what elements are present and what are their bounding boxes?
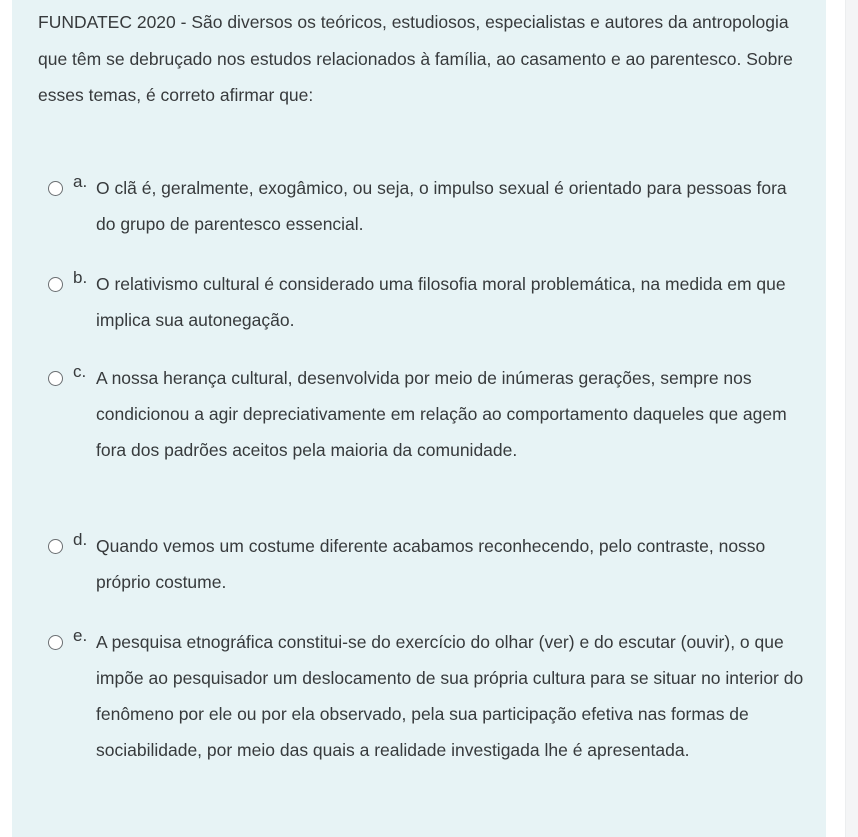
radio-button-icon[interactable] bbox=[48, 635, 63, 650]
radio-button-icon[interactable] bbox=[48, 277, 63, 292]
option-text[interactable]: A pesquisa etnográfica constitui-se do exercício do olhar (ver) e do escutar (ouvir), o que impõe ao pesquisador um deslocamento de sua própria cultura para se situar no interior do fenômeno por ele ou por ela observado, pela sua participação efetiva nas formas de sociabilidade, por meio das quais a realidade investigada lhe é apresentada. bbox=[96, 632, 804, 760]
option-letter: b. bbox=[73, 268, 88, 287]
radio-button-icon[interactable] bbox=[48, 371, 63, 386]
option-text[interactable]: Quando vemos um costume diferente acabamos reconhecendo, pelo contraste, nosso próprio costume. bbox=[96, 536, 766, 592]
option-letter: d. bbox=[73, 530, 88, 549]
option-d[interactable] bbox=[48, 528, 808, 600]
question-text: FUNDATEC 2020 - São diversos os teóricos, estudiosos, especialistas e autores da antropologia que têm se debruçado nos estudos relacionados à família, ao casamento e ao parentesco. Sobre esses temas, é correto afirmar que: bbox=[38, 12, 793, 105]
option-b[interactable] bbox=[48, 266, 808, 338]
right-scroll-strip bbox=[845, 0, 858, 837]
option-letter: e. bbox=[73, 626, 88, 645]
option-letter: c. bbox=[73, 362, 87, 381]
radio-button-icon[interactable] bbox=[48, 181, 63, 196]
option-e[interactable] bbox=[48, 624, 808, 768]
option-text[interactable]: A nossa herança cultural, desenvolvida por meio de inúmeras gerações, sempre nos condicionou a agir depreciativamente em relação ao comportamento daqueles que agem fora dos padrões aceitos pela maioria da comunidade. bbox=[96, 368, 787, 460]
option-text[interactable]: O clã é, geralmente, exogâmico, ou seja, o impulso sexual é orientado para pessoas fora do grupo de parentesco essencial. bbox=[96, 178, 787, 234]
option-a[interactable] bbox=[48, 170, 808, 242]
question-card bbox=[12, 0, 826, 837]
option-text[interactable]: O relativismo cultural é considerado uma filosofia moral problemática, na medida em que implica sua autonegação. bbox=[96, 274, 786, 330]
radio-button-icon[interactable] bbox=[48, 539, 63, 554]
option-c[interactable] bbox=[48, 360, 808, 468]
option-letter: a. bbox=[73, 172, 88, 191]
